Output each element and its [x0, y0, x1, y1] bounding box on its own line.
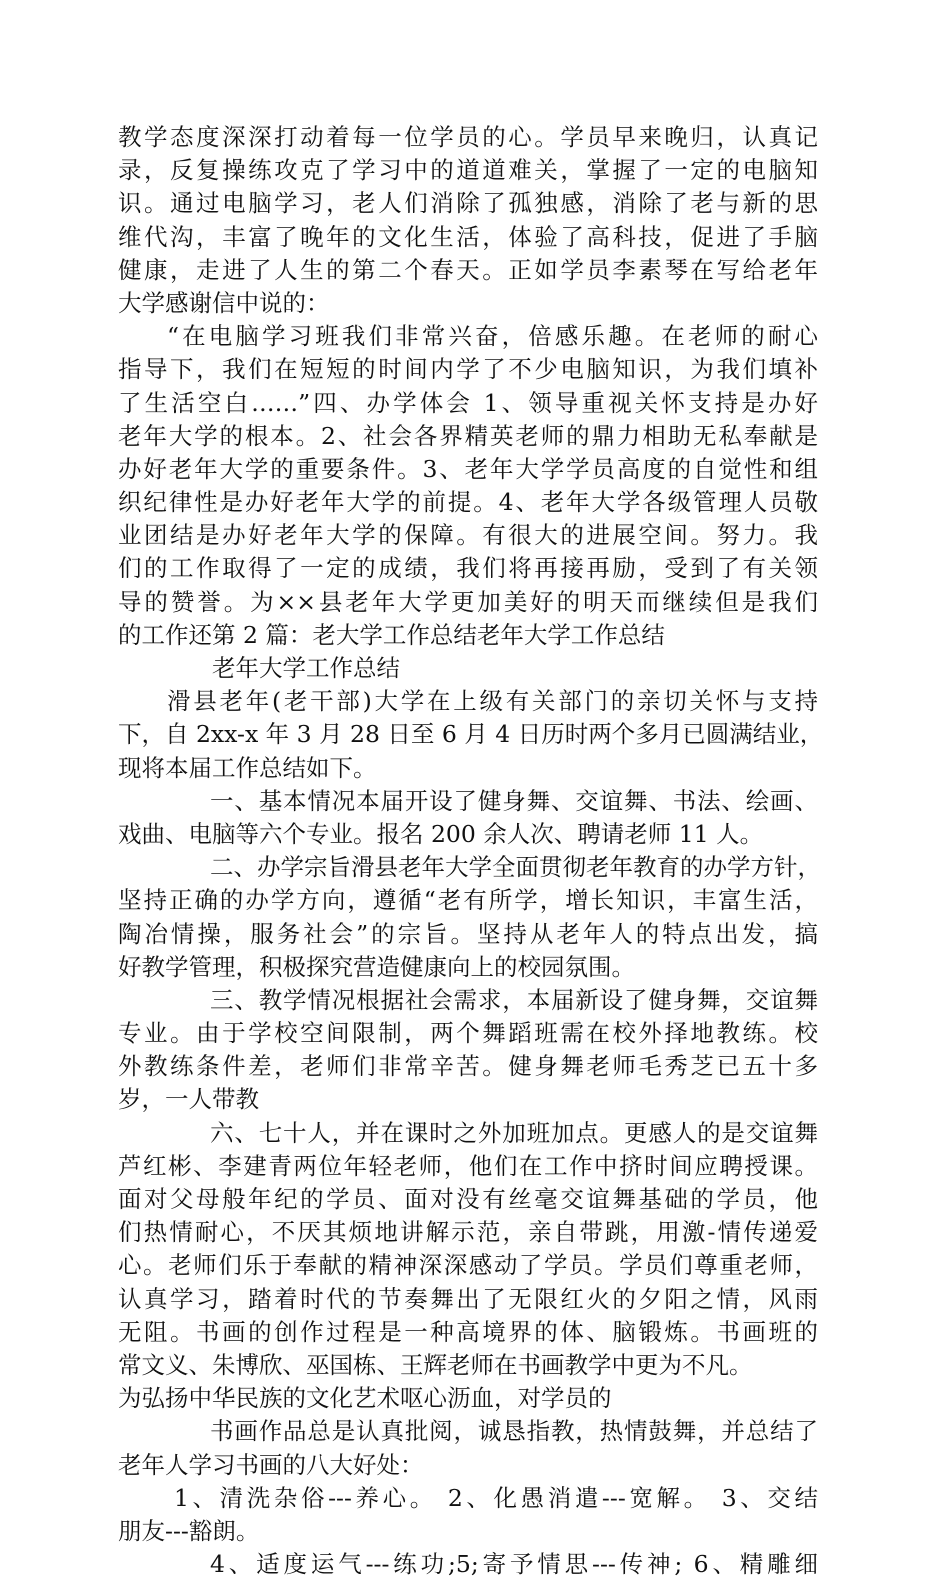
text-line: 一、基本情况本届开设了健身舞、交谊舞、书法、绘画、 — [210, 786, 818, 815]
text-line: 常文义、朱博欣、巫国栋、王辉老师在书画教学中更为不凡。 — [118, 1350, 753, 1379]
text-line: 教学态度深深打动着每一位学员的心。学员早来晚归，认真记 — [118, 123, 818, 151]
text-line: 录，反复操练攻克了学习中的道道难关，掌握了一定的电脑知 — [118, 156, 818, 185]
text-line: 1、清洗杂俗---养心。 2、化愚消遣---宽解。 3、交结 — [174, 1483, 818, 1512]
text-line: 现将本届工作总结如下。 — [118, 753, 377, 782]
document-body — [118, 121, 824, 1581]
text-line: 大学感谢信中说的： — [118, 288, 330, 317]
text-line: 办好老年大学的重要条件。3、老年大学学员高度的自觉性和组 — [118, 454, 818, 483]
text-line: 无阻。书画的创作过程是一种高境界的体、脑锻炼。书画班的 — [118, 1317, 818, 1346]
text-line: 识。通过电脑学习，老人们消除了孤独感，消除了老与新的思 — [118, 189, 818, 218]
text-line: 芦红彬、李建青两位年轻老师，他们在工作中挤时间应聘授课。 — [118, 1151, 818, 1180]
text-line: 心。老师们乐于奉献的精神深深感动了学员。学员们尊重老师， — [118, 1251, 818, 1280]
text-line: 4、适度运气---练功;5;寄予情思---传神; 6、精雕细 — [210, 1550, 818, 1579]
text-line: 岁，一人带教 — [118, 1085, 259, 1114]
text-line: 坚持正确的办学方向，遵循“老有所学，增长知识，丰富生活， — [118, 886, 818, 915]
text-line: 导的赞誉。为××县老年大学更加美好的明天而继续但是我们 — [118, 587, 818, 616]
text-line: 的工作还第 2 篇：老大学工作总结老年大学工作总结 — [118, 620, 665, 649]
text-line: 陶冶情操，服务社会”的宗旨。坚持从老年人的特点出发，搞 — [118, 919, 818, 948]
text-line: 织纪律性是办好老年大学的前提。4、老年大学各级管理人员敬 — [118, 488, 818, 517]
text-line: 朋友---豁朗。 — [118, 1516, 260, 1545]
section-heading: 老年大学工作总结 — [212, 654, 400, 682]
text-line: 六、七十人，并在课时之外加班加点。更感人的是交谊舞 — [210, 1118, 818, 1147]
text-line: 戏曲、电脑等六个专业。报名 200 余人次、聘请老师 11 人。 — [118, 819, 764, 848]
text-line: 认真学习，踏着时代的节奏舞出了无限红火的夕阳之情，风雨 — [118, 1284, 818, 1313]
text-line: 业团结是办好老年大学的保障。有很大的进展空间。努力。我 — [118, 521, 818, 550]
text-line: 二、办学宗旨滑县老年大学全面贯彻老年教育的办学方针， — [210, 853, 821, 882]
text-line: 老年大学的根本。2、社会各界精英老师的鼎力相助无私奉献是 — [118, 421, 818, 450]
text-line: 滑县老年(老干部)大学在上级有关部门的亲切关怀与支持 — [167, 687, 818, 716]
text-line: 们的工作取得了一定的成绩，我们将再接再励，受到了有关领 — [118, 554, 818, 583]
text-line: 外教练条件差，老师们非常辛苦。健身舞老师毛秀芝已五十多 — [118, 1052, 818, 1081]
text-line: 老年人学习书画的八大好处： — [118, 1450, 424, 1479]
text-line: 健康，走进了人生的第二个春天。正如学员李素琴在写给老年 — [118, 255, 818, 284]
text-line: 为弘扬中华民族的文化艺术呕心沥血，对学员的 — [118, 1384, 612, 1413]
text-line: 下，自 2xx-x 年 3 月 28 日至 6 月 4 日历时两个多月已圆满结业， — [118, 720, 824, 749]
text-line: 们热情耐心，不厌其烦地讲解示范，亲自带跳，用激-情传递爱 — [118, 1218, 818, 1247]
text-line: “在电脑学习班我们非常兴奋，倍感乐趣。在老师的耐心 — [167, 322, 818, 351]
text-line: 书画作品总是认真批阅，诚恳指教，热情鼓舞，并总结了 — [210, 1417, 818, 1446]
text-line: 面对父母般年纪的学员、面对没有丝毫交谊舞基础的学员，他 — [118, 1185, 818, 1213]
text-line: 好教学管理，积极探究营造健康向上的校园氛围。 — [118, 952, 635, 981]
text-line: 专业。由于学校空间限制，两个舞蹈班需在校外择地教练。校 — [118, 1019, 818, 1048]
text-line: 维代沟，丰富了晚年的文化生活，体验了高科技，促进了手脑 — [118, 222, 818, 251]
text-line: 指导下，我们在短短的时间内学了不少电脑知识，为我们填补 — [118, 355, 818, 384]
text-line: 了生活空白……”四、办学体会 1、领导重视关怀支持是办好 — [118, 388, 818, 417]
text-line: 三、教学情况根据社会需求，本届新设了健身舞，交谊舞 — [210, 985, 818, 1014]
